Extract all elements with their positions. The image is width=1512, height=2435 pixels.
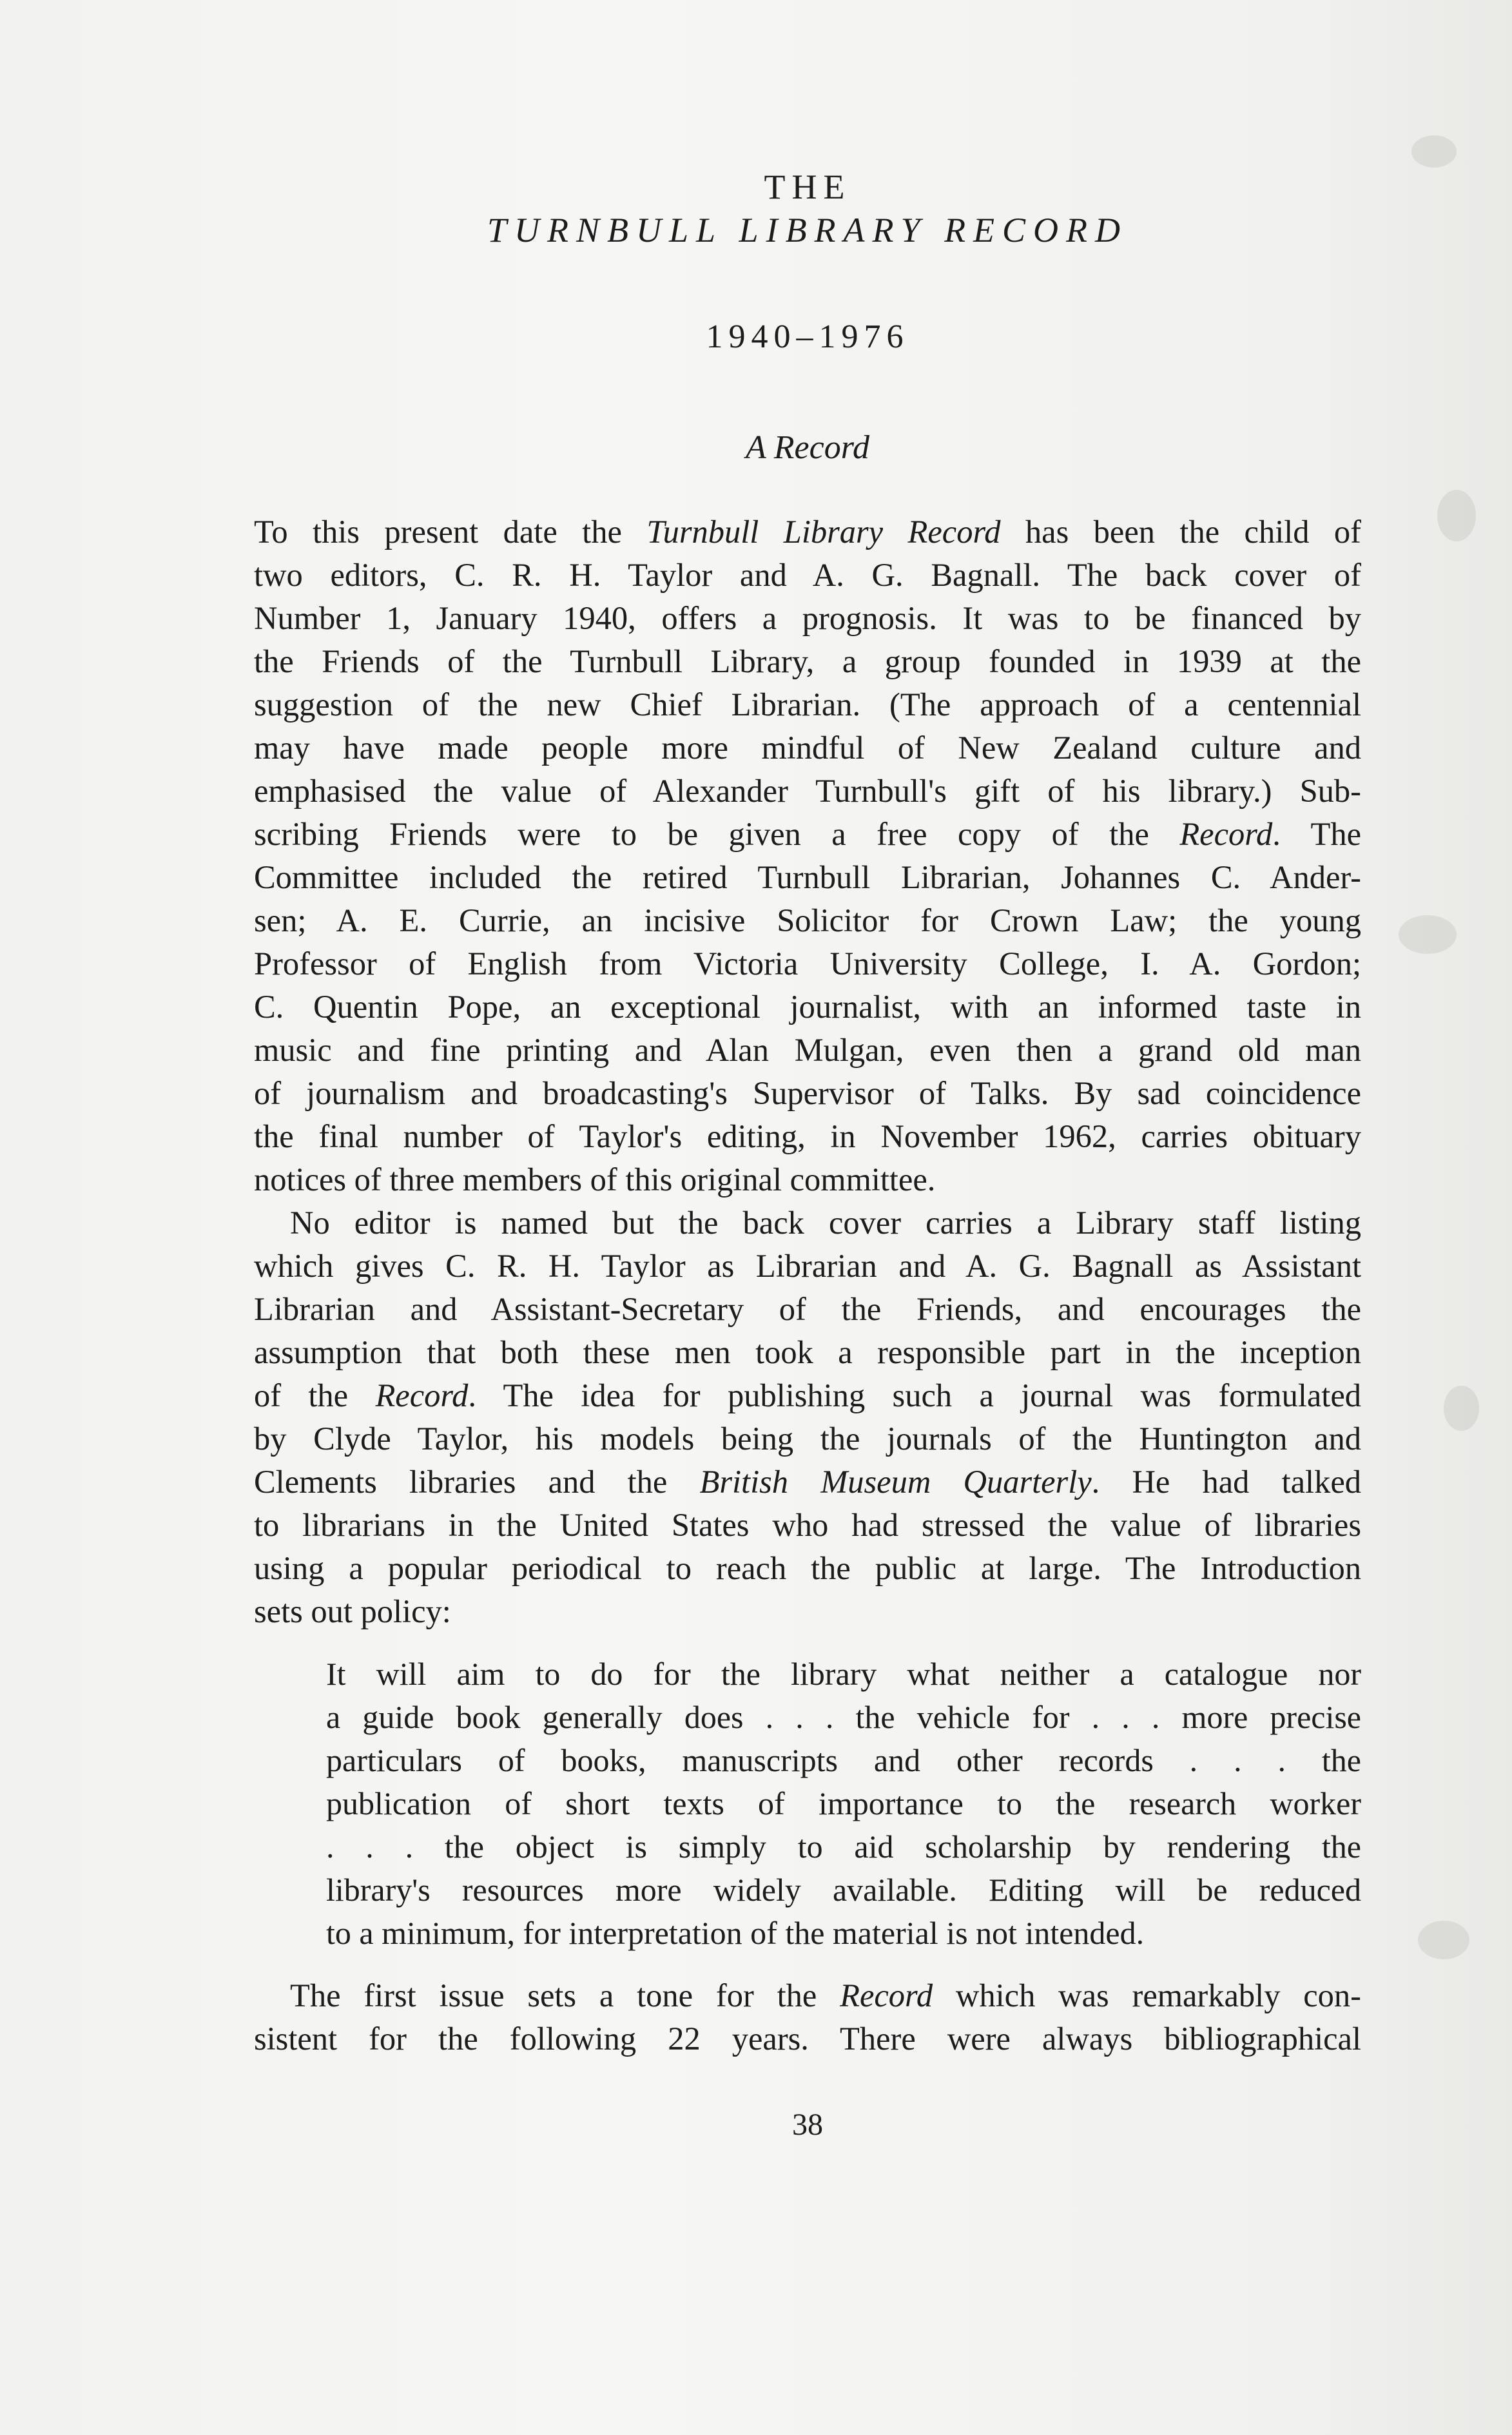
text-run: Professor of English from Victoria University College, I. A. Gordon; (254, 946, 1361, 982)
quote-line: particulars of books, manuscripts and other records . . . the (326, 1742, 1361, 1778)
text-line (254, 985, 1361, 1029)
text-line (254, 554, 1361, 597)
paper-speck (1444, 1386, 1479, 1431)
paragraph-3 (254, 1974, 1361, 2061)
text-run: Number 1, January 1940, offers a prognosis. It was to be financed by (254, 600, 1361, 636)
text-run: scribing Friends were to be given a free copy of the (254, 816, 1180, 852)
text-run: To this present date the (254, 514, 647, 550)
text-run: using a popular periodical to reach the public at large. The Introduction (254, 1550, 1361, 1586)
italic-title: Record (375, 1377, 469, 1413)
text-run: suggestion of the new Chief Librarian. (The approach of a centennial (254, 686, 1361, 723)
text-run: C. Quentin Pope, an exceptional journalist, with an informed taste in (254, 989, 1361, 1025)
italic-title: British Museum Quarterly (699, 1464, 1092, 1500)
text-line (254, 2017, 1361, 2061)
text-run: The first issue sets a tone for the (290, 1977, 840, 2013)
text-line (254, 1460, 1361, 1504)
text-line (254, 726, 1361, 770)
paper-speck (1418, 1921, 1469, 1959)
text-line (254, 813, 1361, 856)
title-the: THE (764, 168, 851, 206)
text-run: sen; A. E. Currie, an incisive Solicitor for Crown Law; the young (254, 902, 1361, 938)
text-line (254, 770, 1361, 813)
journal-title: TURNBULL LIBRARY RECORD (487, 211, 1129, 249)
text-line (254, 1029, 1361, 1072)
text-run: the final number of Taylor's editing, in November 1962, carries obituary (254, 1118, 1361, 1154)
italic-title: Record (1179, 816, 1273, 852)
block-quote (254, 1653, 1361, 1955)
text-line (254, 1201, 1361, 1245)
text-run: Clements libraries and the (254, 1464, 700, 1500)
paper-speck (1411, 135, 1457, 168)
quote-line: publication of short texts of importance to the research worker (326, 1785, 1361, 1821)
text-run: has been the child of (1000, 514, 1362, 550)
text-line (254, 510, 1361, 554)
text-run: assumption that both these men took a responsible part in the inception (254, 1334, 1361, 1370)
article-subtitle: A Record (745, 429, 870, 466)
text-run: of the (254, 1377, 376, 1413)
text-run: may have made people more mindful of New Zealand culture and (254, 730, 1361, 766)
text-run: the Friends of the Turnbull Library, a group founded in 1939 at the (254, 643, 1361, 679)
text-line (254, 1331, 1361, 1374)
quote-line: . . . the object is simply to aid scholarship by rendering the (326, 1829, 1361, 1865)
text-line (254, 1245, 1361, 1288)
text-run: emphasised the value of Alexander Turnbull's gift of his library.) Sub- (254, 773, 1361, 809)
text-line (254, 1288, 1361, 1331)
text-line (254, 1504, 1361, 1547)
text-run: . The idea for publishing such a journal was formulated (468, 1377, 1361, 1413)
paragraph-1 (254, 510, 1361, 1201)
year-range: 1940–1976 (706, 318, 909, 355)
paper-speck (1437, 490, 1476, 541)
text-run: Committee included the retired Turnbull Librarian, Johannes C. Ander- (254, 859, 1361, 895)
text-line (254, 683, 1361, 726)
text-line (254, 1115, 1361, 1158)
quote-line: a guide book generally does . . . the vehicle for . . . more precise (326, 1699, 1361, 1735)
text-line (254, 1974, 1361, 2017)
paper-speck (1399, 915, 1457, 954)
text-run: of journalism and broadcasting's Supervisor of Talks. By sad coincidence (254, 1075, 1361, 1111)
article-body (254, 510, 1361, 2061)
text-line (254, 856, 1361, 899)
text-run: which gives C. R. H. Taylor as Librarian and A. G. Bagnall as Assistant (254, 1248, 1361, 1284)
text-run: notices of three members of this original committee. (254, 1161, 936, 1198)
quote-line: library's resources more widely available. Editing will be reduced (326, 1872, 1361, 1908)
page-number: 38 (792, 2108, 823, 2142)
text-line (254, 1374, 1361, 1417)
text-run: by Clyde Taylor, his models being the journals of the Huntington and (254, 1421, 1361, 1457)
text-line (254, 1158, 1361, 1201)
text-run: sistent for the following 22 years. There were always bibliographical (254, 2021, 1361, 2057)
text-line (254, 1547, 1361, 1590)
text-line (254, 1590, 1361, 1633)
text-line (254, 899, 1361, 942)
text-run: two editors, C. R. H. Taylor and A. G. Bagnall. The back cover of (254, 557, 1361, 593)
text-line (254, 1072, 1361, 1115)
paragraph-2 (254, 1201, 1361, 1633)
text-run: music and fine printing and Alan Mulgan, even then a grand old man (254, 1032, 1361, 1068)
italic-title: Record (840, 1977, 933, 2013)
text-run: No editor is named but the back cover carries a Library staff listing (290, 1205, 1361, 1241)
text-run: . He had talked (1091, 1464, 1361, 1500)
quote-line: It will aim to do for the library what neither a catalogue nor (326, 1656, 1361, 1692)
text-line (254, 640, 1361, 683)
quote-line: to a minimum, for interpretation of the material is not intended. (326, 1915, 1145, 1951)
text-run: to librarians in the United States who had stressed the value of libraries (254, 1507, 1361, 1543)
italic-title: Turnbull Library Record (646, 514, 1001, 550)
text-run: sets out policy: (254, 1593, 451, 1629)
text-line (254, 597, 1361, 640)
text-line (254, 1417, 1361, 1460)
text-run: Librarian and Assistant-Secretary of the Friends, and encourages the (254, 1291, 1361, 1327)
text-run: . The (1272, 816, 1361, 852)
text-run: which was remarkably con- (933, 1977, 1361, 2013)
text-line (254, 942, 1361, 985)
